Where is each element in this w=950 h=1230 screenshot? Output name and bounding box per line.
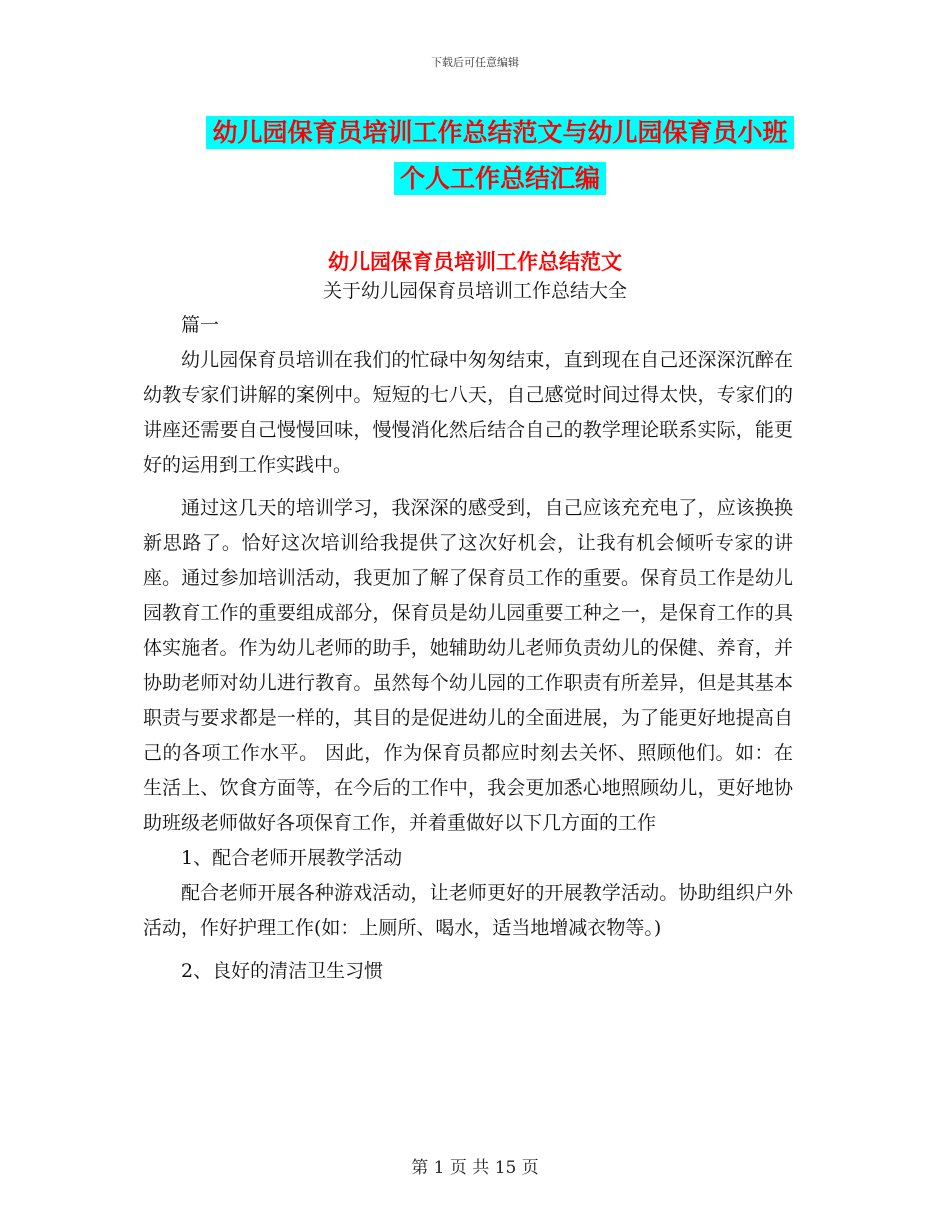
paragraph: 通过这几天的培训学习，我深深的感受到，自己应该充充电了，应该换换新思路了。恰好这次培训给我提供了这次好机会，让我有机会倾听专家的讲座。通过参加培训活动，我更加了解了保育员工作的重要。保育员工作是幼儿园教育工作的重要组成部分，保育员是幼儿园重要工种之一，是保育工作的具体实施者。作为幼儿老师的助手，她辅助幼儿老师负责幼儿的保健、养育，并协助老师对幼儿进行教育。虽然每个幼儿园的工作职责有所差异，但是其基本职责与要求都是一样的，其目的是促进幼儿的全面进展，为了能更好地提高自己的各项工作水平。 因此，作为保育员都应时刻去关怀、照顾他们。如：在生活上、饮食方面等，在今后的工作中，我会更加悉心地照顾幼儿，更好地协助班级老师做好各项保育工作，并着重做好以下几方面的工作 [143,497,793,834]
paragraph-label: 篇一 [181,314,220,336]
body-text [143,308,793,989]
document-title [190,110,810,202]
document-title-line-2: 个人工作总结汇编 [394,162,606,195]
list-heading: 1、配合老师开展教学活动 [181,847,403,869]
document-title-line-1: 幼儿园保育员培训工作总结范文与幼儿园保育员小班 [206,116,793,149]
section-subheading: 关于幼儿园保育员培训工作总结大全 [322,280,627,302]
page-footer: 第 1 页 共 15 页 [411,1158,539,1178]
page-header: 下载后可任意编辑 [431,56,519,69]
paragraph: 幼儿园保育员培训在我们的忙碌中匆匆结束，直到现在自己还深深沉醉在幼教专家们讲解的案例中。短短的七八天，自己感觉时间过得太快，专家们的讲座还需要自己慢慢回味，慢慢消化然后结合自己的教学理论联系实际，能更好的运用到工作实践中。 [143,349,793,476]
paragraph: 配合老师开展各种游戏活动，让老师更好的开展教学活动。协助组织户外活动，作好护理工作(如：上厕所、喝水，适当地增减衣物等。) [143,882,793,939]
section-heading: 幼儿园保育员培训工作总结范文 [328,250,622,274]
list-heading: 2、良好的清洁卫生习惯 [181,960,384,982]
